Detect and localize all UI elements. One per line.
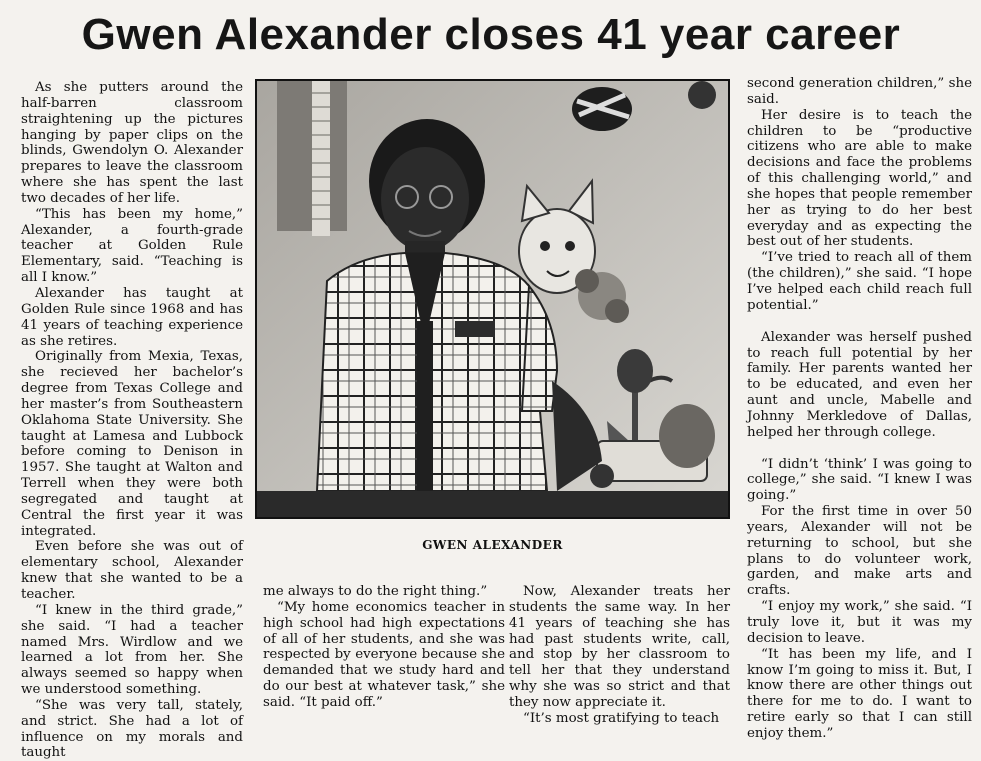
paragraph: “I knew in the third grade,” she said. “I had a teacher named Mrs. Wirdlow and we learned a lot from her. She always seemed so happy when we understood something. xyxy=(21,602,243,698)
paragraph: “My home economics teacher in high school had high expectations of all of her students, and she was respected by everyone because she demanded that we study hard and do our best at whatever task,” she said. “It paid off.” xyxy=(263,599,505,710)
paragraph: Originally from Mexia, Texas, she recieved her bachelor’s degree from Texas College and her master’s from Southeastern Oklahoma State University. She taught at Lamesa and Lubbock before coming to Denison in 1957. She taught at Walton and Terrell when they were both segregated and taught at Central the first year it was integrated. xyxy=(21,349,243,539)
article-column-2 xyxy=(263,584,505,734)
paragraph: me always to do the right thing.” xyxy=(263,584,488,599)
paragraph: Now, Alexander treats her students the same way. In her 41 years of teaching she has had past students write, call, and stop by her classroom to tell her that they understand why she was so strict and that they now appreciate it. xyxy=(509,584,730,710)
paragraph: “She was very tall, stately, and strict. She had a lot of influence on my morals and taught xyxy=(21,697,243,761)
photo-illustration xyxy=(257,81,728,517)
headline: Gwen Alexander closes 41 year career xyxy=(81,10,901,59)
paragraph: “It has been my life, and I know I’m going to miss it. But, I know there are other things out there for me to do. I want to retire early so that I can still enjoy them.” xyxy=(747,646,972,741)
paragraph: “I’ve tried to reach all of them (the children),” she said. “I hope I’ve helped each child reach full potential.” xyxy=(747,250,972,313)
paragraph: “It’s most gratifying to teach xyxy=(523,710,720,726)
paragraph: Alexander has taught at Golden Rule since 1968 and has 41 years of teaching experience as she retires. xyxy=(21,285,243,349)
paragraph: second generation children,” she said. xyxy=(747,76,972,107)
article-column-3 xyxy=(509,584,730,734)
paragraph: “I enjoy my work,” she said. “I truly love it, but it was my decision to leave. xyxy=(747,599,972,646)
paragraph: Even before she was out of elementary school, Alexander knew that she wanted to be a teacher. xyxy=(21,539,243,602)
article-column-4 xyxy=(747,76,972,741)
paragraph: Her desire is to teach the children to be “productive citizens who are able to make decisions and face the problems of this challenging world,” and she hopes that people remember her as trying to do her best everyday and as expecting the best out of her students. xyxy=(747,107,972,250)
paragraph: Alexander was herself pushed to reach full potential by her family. Her parents wanted her to be educated, and even her aunt and uncle, Mabelle and Johnny Merkledove of Dallas, helped her through college. xyxy=(747,329,972,440)
article-column-1 xyxy=(21,80,243,761)
paragraph: “This has been my home,” Alexander, a fourth-grade teacher at Golden Rule Elementary, said. “Teaching is all I know.” xyxy=(21,206,243,286)
paragraph: As she putters around the half-barren classroom straightening up the pictures hanging by paper clips on the blinds, Gwendolyn O. Alexander prepares to leave the classroom where she has spent the last two decades of her life. xyxy=(21,80,243,206)
photo-gwen-alexander xyxy=(255,79,730,519)
photo-caption: GWEN ALEXANDER xyxy=(422,538,563,552)
paragraph: “I didn’t ‘think’ I was going to college,” she said. “I knew I was going.” xyxy=(747,456,972,504)
paragraph: For the first time in over 50 years, Alexander will not be returning to school, but she plans to do volunteer work, garden, and make arts and crafts. xyxy=(747,504,972,599)
